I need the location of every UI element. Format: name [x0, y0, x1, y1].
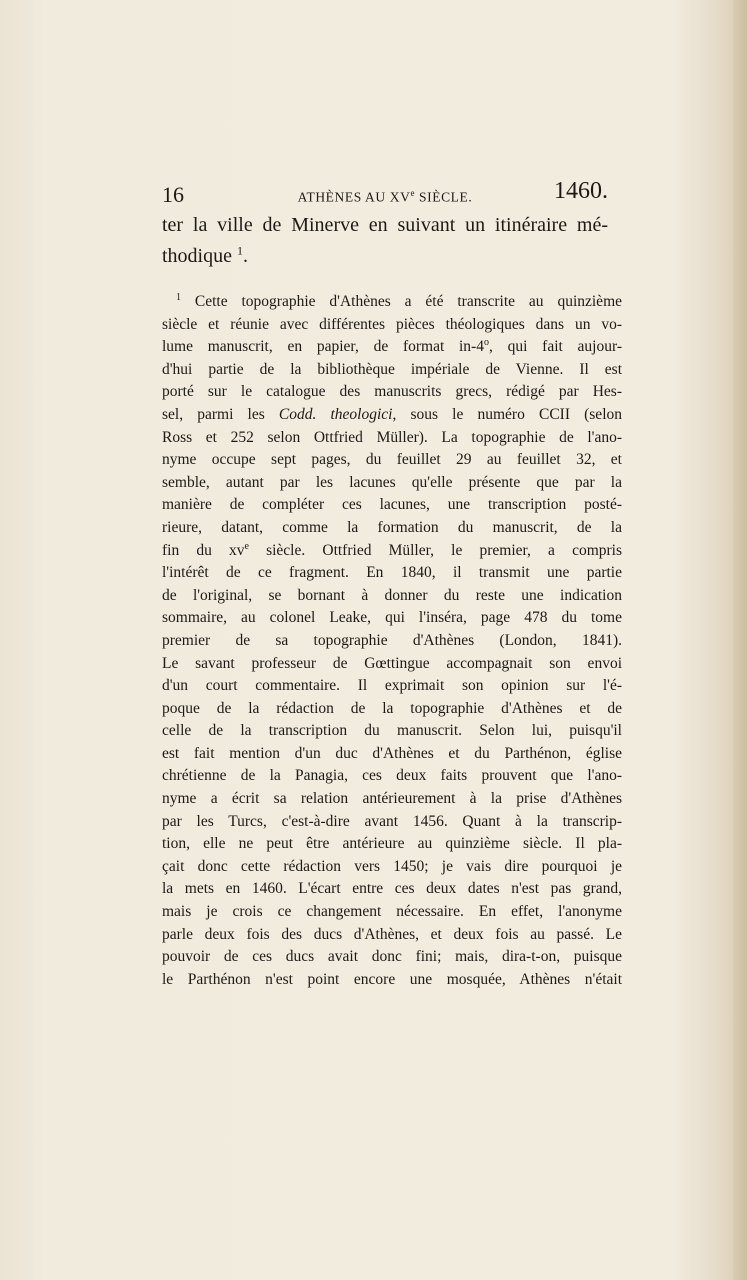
- footnote-line: tion, elle ne peut être antérieure au quinzième siècle. Il pla-: [162, 835, 622, 853]
- footnote-marker: 1: [176, 291, 181, 303]
- footnote-line: fin du $xv^e$ siècle. Ottfried Müller, le premier, a compris: [162, 540, 623, 559]
- footnote-line: Le savant professeur de Gœttingue accompagnait son envoi: [162, 654, 622, 672]
- footnote-line: d'un court commentaire. Il exprimait son opinion sur l'é-: [162, 677, 622, 695]
- page-header: [162, 178, 608, 212]
- year-heading: 1460.: [554, 178, 608, 204]
- footnote: [162, 291, 622, 991]
- footnote-line: par les Turcs, c'est-à-dire avant 1456. Quant à la transcrip-: [162, 812, 622, 830]
- main-text: [162, 210, 608, 272]
- text-line: thodique $^1$.: [162, 243, 248, 267]
- footnote-line: le Parthénon n'est point encore une mosquée, Athènes n'était: [162, 970, 622, 988]
- footnote-line: semble, autant par les lacunes qu'elle présente que par la: [162, 473, 622, 491]
- footnote-line: $^1$ Cette topographie d'Athènes a été transcrite au quinzième: [176, 291, 622, 310]
- footnote-line: sel, parmi les Codd. theologici, sous le numéro CCII (selon: [162, 405, 622, 423]
- text-line: ter la ville de Minerve en suivant un itinéraire mé-: [162, 214, 608, 236]
- footnote-line: çait donc cette rédaction vers 1450; je vais dire pourquoi je: [162, 857, 622, 875]
- footnote-line: manière de compléter ces lacunes, une transcription posté-: [162, 496, 622, 514]
- footnote-line: d'hui partie de la bibliothèque impériale de Vienne. Il est: [162, 360, 622, 378]
- footnote-line: la mets en 1460. L'écart entre ces deux dates n'est pas grand,: [162, 880, 622, 898]
- footnote-line: l'intérêt de ce fragment. En 1840, il transmit une partie: [162, 564, 622, 582]
- footnote-line: de l'original, se bornant à donner du reste une indication: [162, 586, 622, 604]
- footnote-reference[interactable]: 1: [237, 243, 243, 258]
- footnote-line: premier de sa topographie d'Athènes (London, 1841).: [162, 631, 622, 649]
- footnote-line: mais je crois ce changement nécessaire. En effet, l'anonyme: [162, 903, 622, 921]
- footnote-line: est fait mention d'un duc d'Athènes et du Parthénon, église: [162, 744, 622, 762]
- footnote-line: porté sur le catalogue des manuscrits grecs, rédigé par Hes-: [162, 383, 622, 401]
- footnote-line: chrétienne de la Panagia, ces deux faits prouvent que l'ano-: [162, 767, 622, 785]
- footnote-line: sommaire, au colonel Leake, qui l'inséra, page 478 du tome: [162, 609, 622, 627]
- footnote-line: lume manuscrit, en papier, de format in-4$^o$, qui fait aujour-: [162, 337, 622, 356]
- page-edge: [733, 0, 747, 1280]
- footnote-line: siècle et réunie avec différentes pièces théologiques dans un vo-: [162, 315, 622, 333]
- footnote-line: pouvoir de ces ducs avait donc fini; mais, dira-t-on, puisque: [162, 948, 622, 966]
- footnote-line: nyme a écrit sa relation antérieurement à la prise d'Athènes: [162, 790, 622, 808]
- running-title: ATHÈNES AU XVe SIÈCLE.: [297, 188, 473, 205]
- page-number: 16: [162, 182, 184, 207]
- footnote-line: rieure, datant, comme la formation du manuscrit, de la: [162, 518, 622, 536]
- footnote-line: Ross et 252 selon Ottfried Müller). La topographie de l'ano-: [162, 428, 622, 446]
- footnote-line: celle de la transcription du manuscrit. Selon lui, puisqu'il: [162, 722, 622, 740]
- footnote-line: parle deux fois des ducs d'Athènes, et deux fois au passé. Le: [162, 925, 622, 943]
- footnote-line: poque de la rédaction de la topographie d'Athènes et de: [162, 699, 622, 717]
- footnote-line: nyme occupe sept pages, du feuillet 29 au feuillet 32, et: [162, 451, 622, 469]
